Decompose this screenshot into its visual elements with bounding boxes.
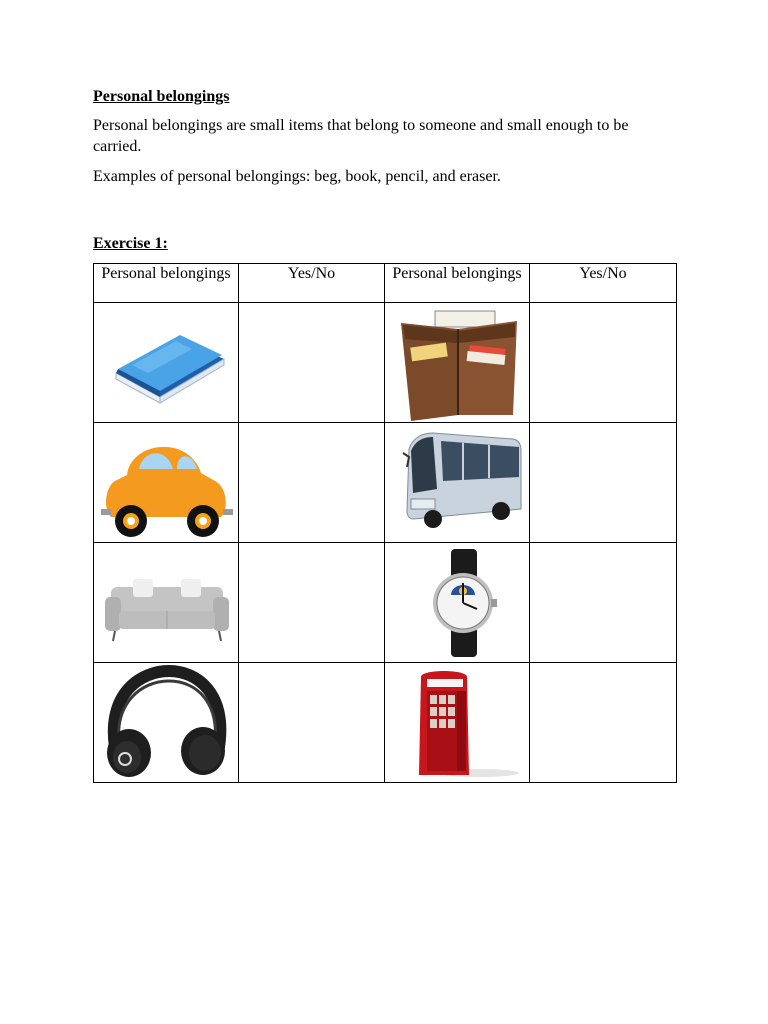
headphones-image [94, 663, 239, 783]
answer-cell[interactable] [530, 543, 677, 663]
wallet-image [385, 303, 530, 423]
answer-cell[interactable] [530, 423, 677, 543]
examples-paragraph: Examples of personal belongings: beg, book, pencil, and eraser. [93, 168, 501, 185]
page-title: Personal belongings [93, 88, 230, 105]
book-image [94, 303, 239, 423]
sofa-image [94, 543, 239, 663]
definition-paragraph: Personal belongings are small items that belong to someone and small enough to be carried. [93, 117, 629, 155]
header-yes-no-1: Yes/No [239, 264, 385, 303]
table-row [94, 543, 677, 663]
answer-cell[interactable] [239, 663, 385, 783]
header-personal-belongings-2: Personal belongings [385, 264, 530, 303]
table-row [94, 663, 677, 783]
answer-cell[interactable] [239, 423, 385, 543]
phone-booth-image [385, 663, 530, 783]
exercise-table [93, 263, 677, 783]
header-personal-belongings-1: Personal belongings [94, 264, 239, 303]
answer-cell[interactable] [530, 303, 677, 423]
car-image [94, 423, 239, 543]
table-header-row [94, 264, 677, 303]
document-page [93, 86, 676, 282]
answer-cell[interactable] [530, 663, 677, 783]
table-row [94, 303, 677, 423]
header-yes-no-2: Yes/No [530, 264, 677, 303]
bus-image [385, 423, 530, 543]
exercise-title: Exercise 1: [93, 235, 168, 252]
answer-cell[interactable] [239, 303, 385, 423]
answer-cell[interactable] [239, 543, 385, 663]
watch-image [385, 543, 530, 663]
table-row [94, 423, 677, 543]
